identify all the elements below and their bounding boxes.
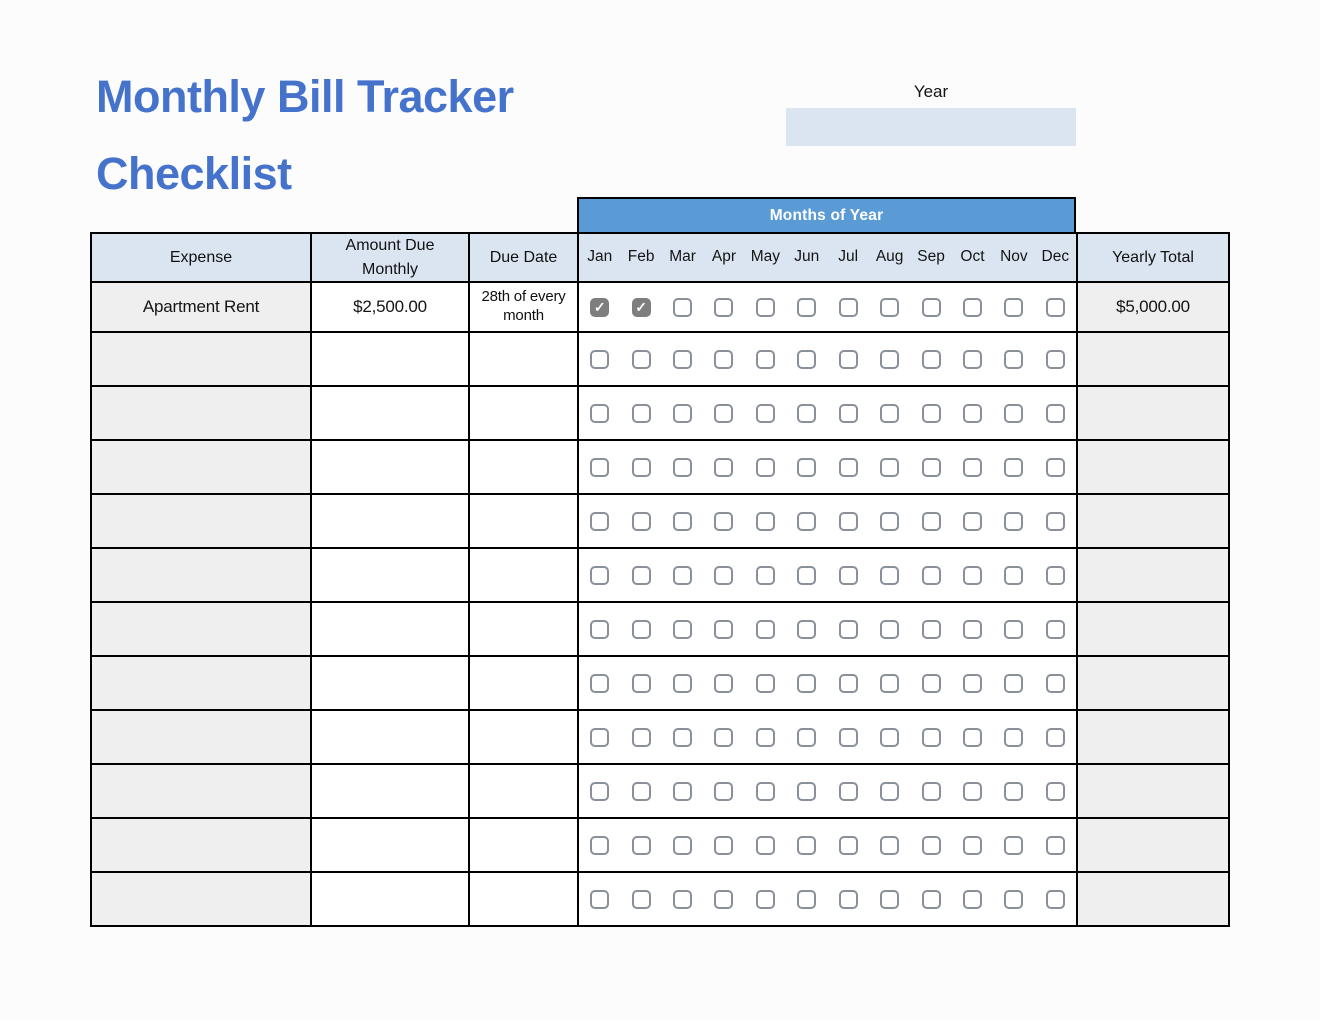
checkbox-jul[interactable] (839, 350, 858, 369)
months-cell (578, 818, 1077, 872)
checkbox-nov[interactable] (1004, 512, 1023, 531)
amount-due-cell[interactable] (311, 602, 469, 656)
yearly-total-cell[interactable] (1077, 656, 1229, 710)
amount-due-cell[interactable] (311, 656, 469, 710)
amount-due-cell[interactable] (311, 764, 469, 818)
due-date-cell[interactable] (469, 764, 578, 818)
checkbox-jan[interactable] (590, 674, 609, 693)
amount-due-cell[interactable] (311, 332, 469, 386)
header-due-date: Due Date (469, 233, 578, 282)
month-label-feb: Feb (627, 248, 655, 266)
checkbox-nov[interactable] (1004, 674, 1023, 693)
checkbox-dec[interactable] (1046, 836, 1065, 855)
months-cell (578, 282, 1077, 332)
page-title (96, 58, 514, 212)
header-amount-due: Amount Due Monthly (311, 233, 469, 282)
table-row (91, 656, 1229, 710)
checkbox-feb[interactable] (632, 836, 651, 855)
checkbox-mar[interactable] (673, 298, 692, 317)
expense-cell[interactable] (91, 494, 311, 548)
month-label-aug: Aug (875, 248, 904, 266)
amount-due-cell[interactable] (311, 710, 469, 764)
checkbox-aug[interactable] (880, 890, 899, 909)
checkbox-mar[interactable] (673, 674, 692, 693)
checkbox-oct[interactable] (963, 298, 982, 317)
checkbox-feb[interactable] (632, 782, 651, 801)
checkbox-sep[interactable] (922, 728, 941, 747)
yearly-total-cell[interactable] (1077, 710, 1229, 764)
due-date-cell[interactable]: 28th of every month (469, 282, 578, 332)
table-body (91, 282, 1229, 926)
checkbox-mar[interactable] (673, 566, 692, 585)
checkbox-may[interactable] (756, 458, 775, 477)
checkbox-nov[interactable] (1004, 620, 1023, 639)
checkbox-dec[interactable] (1046, 350, 1065, 369)
checkbox-aug[interactable] (880, 836, 899, 855)
yearly-total-cell[interactable] (1077, 548, 1229, 602)
checkbox-apr[interactable] (714, 836, 733, 855)
checkbox-apr[interactable] (714, 728, 733, 747)
month-label-jun: Jun (794, 248, 820, 266)
checkbox-nov[interactable] (1004, 404, 1023, 423)
amount-due-cell[interactable]: $2,500.00 (311, 282, 469, 332)
checkbox-may[interactable] (756, 404, 775, 423)
checkbox-feb[interactable] (632, 890, 651, 909)
checkbox-nov[interactable] (1004, 836, 1023, 855)
yearly-total-cell[interactable] (1077, 386, 1229, 440)
checkbox-dec[interactable] (1046, 890, 1065, 909)
checkbox-dec[interactable] (1046, 728, 1065, 747)
checkbox-jan[interactable] (590, 782, 609, 801)
checkbox-jan-checked[interactable]: ✓ (590, 298, 609, 317)
checkbox-jun[interactable] (797, 404, 816, 423)
expense-cell[interactable] (91, 548, 311, 602)
months-cell (578, 494, 1077, 548)
checkbox-aug[interactable] (880, 728, 899, 747)
checkbox-mar[interactable] (673, 512, 692, 531)
checkbox-apr[interactable] (714, 890, 733, 909)
checkbox-dec[interactable] (1046, 620, 1065, 639)
due-date-cell[interactable] (469, 656, 578, 710)
due-date-cell[interactable] (469, 548, 578, 602)
table-row (91, 548, 1229, 602)
checkbox-nov[interactable] (1004, 298, 1023, 317)
checkbox-aug[interactable] (880, 298, 899, 317)
checkbox-jun[interactable] (797, 298, 816, 317)
table-row (91, 332, 1229, 386)
due-date-cell[interactable] (469, 332, 578, 386)
checkbox-apr[interactable] (714, 298, 733, 317)
checkbox-jun[interactable] (797, 728, 816, 747)
checkbox-feb-checked[interactable]: ✓ (632, 298, 651, 317)
checkbox-oct[interactable] (963, 674, 982, 693)
amount-due-cell[interactable] (311, 872, 469, 926)
checkbox-dec[interactable] (1046, 298, 1065, 317)
checkbox-oct[interactable] (963, 458, 982, 477)
due-date-cell[interactable] (469, 872, 578, 926)
checkbox-dec[interactable] (1046, 458, 1065, 477)
months-cell (578, 656, 1077, 710)
checkbox-may[interactable] (756, 728, 775, 747)
checkbox-mar[interactable] (673, 458, 692, 477)
checkbox-sep[interactable] (922, 350, 941, 369)
checkbox-dec[interactable] (1046, 512, 1065, 531)
checkbox-apr[interactable] (714, 512, 733, 531)
checkbox-sep[interactable] (922, 404, 941, 423)
checkbox-sep[interactable] (922, 512, 941, 531)
checkbox-jan[interactable] (590, 620, 609, 639)
yearly-total-cell[interactable]: $5,000.00 (1077, 282, 1229, 332)
checkbox-oct[interactable] (963, 566, 982, 585)
checkbox-jul[interactable] (839, 890, 858, 909)
checkbox-oct[interactable] (963, 728, 982, 747)
amount-due-cell[interactable] (311, 494, 469, 548)
checkbox-sep[interactable] (922, 298, 941, 317)
checkbox-jun[interactable] (797, 458, 816, 477)
checkbox-oct[interactable] (963, 350, 982, 369)
expense-cell[interactable] (91, 332, 311, 386)
checkbox-feb[interactable] (632, 404, 651, 423)
checkbox-nov[interactable] (1004, 458, 1023, 477)
checkbox-sep[interactable] (922, 458, 941, 477)
checkbox-aug[interactable] (880, 674, 899, 693)
checkbox-nov[interactable] (1004, 566, 1023, 585)
page-title-line2: Checklist (96, 148, 292, 199)
header-row (91, 233, 1229, 282)
checkbox-apr[interactable] (714, 674, 733, 693)
checkbox-oct[interactable] (963, 782, 982, 801)
bill-tracker-table (90, 232, 1230, 927)
checkbox-feb[interactable] (632, 458, 651, 477)
checkbox-jul[interactable] (839, 836, 858, 855)
checkbox-apr[interactable] (714, 566, 733, 585)
checkbox-feb[interactable] (632, 512, 651, 531)
checkbox-feb[interactable] (632, 674, 651, 693)
checkbox-oct[interactable] (963, 890, 982, 909)
header-yearly-total: Yearly Total (1077, 233, 1229, 282)
month-label-jan: Jan (587, 248, 613, 266)
checkbox-feb[interactable] (632, 728, 651, 747)
checkbox-jul[interactable] (839, 782, 858, 801)
checkbox-jun[interactable] (797, 350, 816, 369)
checkbox-oct[interactable] (963, 404, 982, 423)
checkbox-mar[interactable] (673, 620, 692, 639)
checkbox-mar[interactable] (673, 404, 692, 423)
checkbox-mar[interactable] (673, 782, 692, 801)
checkbox-jun[interactable] (797, 566, 816, 585)
expense-cell[interactable] (91, 818, 311, 872)
checkbox-may[interactable] (756, 298, 775, 317)
expense-cell[interactable] (91, 440, 311, 494)
checkbox-sep[interactable] (922, 890, 941, 909)
checkbox-may[interactable] (756, 350, 775, 369)
checkbox-nov[interactable] (1004, 350, 1023, 369)
checkbox-aug[interactable] (880, 782, 899, 801)
checkbox-jun[interactable] (797, 620, 816, 639)
expense-cell[interactable] (91, 764, 311, 818)
months-cell (578, 332, 1077, 386)
table-row (91, 386, 1229, 440)
checkbox-aug[interactable] (880, 512, 899, 531)
checkbox-jan[interactable] (590, 458, 609, 477)
month-label-mar: Mar (669, 248, 696, 266)
months-cell (578, 548, 1077, 602)
due-date-cell[interactable] (469, 710, 578, 764)
checkbox-jan[interactable] (590, 512, 609, 531)
checkbox-dec[interactable] (1046, 674, 1065, 693)
expense-cell[interactable] (91, 872, 311, 926)
checkbox-sep[interactable] (922, 620, 941, 639)
checkbox-nov[interactable] (1004, 890, 1023, 909)
expense-cell[interactable]: Apartment Rent (91, 282, 311, 332)
checkbox-feb[interactable] (632, 620, 651, 639)
checkbox-apr[interactable] (714, 782, 733, 801)
checkbox-nov[interactable] (1004, 782, 1023, 801)
due-date-cell[interactable] (469, 602, 578, 656)
checkbox-aug[interactable] (880, 350, 899, 369)
checkbox-may[interactable] (756, 836, 775, 855)
checkbox-jun[interactable] (797, 674, 816, 693)
yearly-total-cell[interactable] (1077, 440, 1229, 494)
checkbox-oct[interactable] (963, 512, 982, 531)
header-months (578, 233, 1077, 282)
checkbox-jul[interactable] (839, 458, 858, 477)
month-label-oct: Oct (960, 248, 985, 266)
amount-due-cell[interactable] (311, 386, 469, 440)
table-row (91, 872, 1229, 926)
checkbox-jan[interactable] (590, 350, 609, 369)
checkbox-apr[interactable] (714, 350, 733, 369)
checkbox-aug[interactable] (880, 566, 899, 585)
checkbox-jan[interactable] (590, 728, 609, 747)
checkbox-jun[interactable] (797, 512, 816, 531)
checkbox-nov[interactable] (1004, 728, 1023, 747)
checkbox-apr[interactable] (714, 458, 733, 477)
months-cell (578, 602, 1077, 656)
checkbox-feb[interactable] (632, 566, 651, 585)
checkbox-sep[interactable] (922, 566, 941, 585)
month-label-nov: Nov (1000, 248, 1028, 266)
checkbox-mar[interactable] (673, 350, 692, 369)
checkbox-jul[interactable] (839, 512, 858, 531)
checkbox-dec[interactable] (1046, 566, 1065, 585)
due-date-cell[interactable] (469, 386, 578, 440)
months-cell (578, 710, 1077, 764)
table-header (91, 233, 1229, 282)
yearly-total-cell[interactable] (1077, 818, 1229, 872)
checkbox-may[interactable] (756, 890, 775, 909)
months-cell (578, 386, 1077, 440)
checkbox-may[interactable] (756, 620, 775, 639)
month-label-dec: Dec (1041, 248, 1070, 266)
months-of-year-banner: Months of Year (577, 197, 1076, 234)
checkbox-oct[interactable] (963, 620, 982, 639)
yearly-total-cell[interactable] (1077, 332, 1229, 386)
month-label-jul: Jul (838, 248, 859, 266)
checkbox-dec[interactable] (1046, 782, 1065, 801)
due-date-cell[interactable] (469, 818, 578, 872)
expense-cell[interactable] (91, 602, 311, 656)
checkbox-apr[interactable] (714, 620, 733, 639)
month-label-apr: Apr (711, 248, 737, 266)
months-cell (578, 764, 1077, 818)
checkbox-sep[interactable] (922, 836, 941, 855)
month-label-may: May (750, 248, 781, 266)
checkbox-jan[interactable] (590, 404, 609, 423)
table-row (91, 710, 1229, 764)
year-label: Year (913, 82, 949, 101)
header-expense: Expense (91, 233, 311, 282)
checkbox-jan[interactable] (590, 890, 609, 909)
checkbox-aug[interactable] (880, 404, 899, 423)
expense-cell[interactable] (91, 386, 311, 440)
checkbox-may[interactable] (756, 782, 775, 801)
months-cell (578, 440, 1077, 494)
yearly-total-cell[interactable] (1077, 494, 1229, 548)
table-row (91, 440, 1229, 494)
checkbox-may[interactable] (756, 674, 775, 693)
month-label-sep: Sep (917, 248, 945, 266)
checkbox-feb[interactable] (632, 350, 651, 369)
checkbox-may[interactable] (756, 512, 775, 531)
checkbox-may[interactable] (756, 566, 775, 585)
checkbox-aug[interactable] (880, 458, 899, 477)
yearly-total-cell[interactable] (1077, 602, 1229, 656)
checkbox-aug[interactable] (880, 620, 899, 639)
checkbox-sep[interactable] (922, 674, 941, 693)
table-row (91, 818, 1229, 872)
checkbox-mar[interactable] (673, 890, 692, 909)
year-input[interactable] (786, 108, 1076, 146)
checkbox-jul[interactable] (839, 728, 858, 747)
expense-cell[interactable] (91, 710, 311, 764)
table-row (91, 282, 1229, 332)
yearly-total-cell[interactable] (1077, 764, 1229, 818)
checkbox-sep[interactable] (922, 782, 941, 801)
month-labels (579, 234, 1076, 281)
amount-due-cell[interactable] (311, 440, 469, 494)
yearly-total-cell[interactable] (1077, 872, 1229, 926)
checkbox-jul[interactable] (839, 674, 858, 693)
checkbox-jul[interactable] (839, 620, 858, 639)
table-row (91, 764, 1229, 818)
expense-cell[interactable] (91, 656, 311, 710)
checkbox-oct[interactable] (963, 836, 982, 855)
checkbox-jan[interactable] (590, 566, 609, 585)
checkbox-jun[interactable] (797, 782, 816, 801)
due-date-cell[interactable] (469, 440, 578, 494)
amount-due-cell[interactable] (311, 548, 469, 602)
checkbox-dec[interactable] (1046, 404, 1065, 423)
amount-due-cell[interactable] (311, 818, 469, 872)
checkbox-jun[interactable] (797, 890, 816, 909)
due-date-cell[interactable] (469, 494, 578, 548)
checkbox-jul[interactable] (839, 566, 858, 585)
checkbox-jul[interactable] (839, 298, 858, 317)
checkbox-jan[interactable] (590, 836, 609, 855)
checkbox-mar[interactable] (673, 836, 692, 855)
page-title-line1: Monthly Bill Tracker (96, 71, 514, 122)
checkbox-mar[interactable] (673, 728, 692, 747)
checkbox-apr[interactable] (714, 404, 733, 423)
months-cell (578, 872, 1077, 926)
checkbox-jun[interactable] (797, 836, 816, 855)
checkbox-jul[interactable] (839, 404, 858, 423)
table-row (91, 494, 1229, 548)
table-row (91, 602, 1229, 656)
